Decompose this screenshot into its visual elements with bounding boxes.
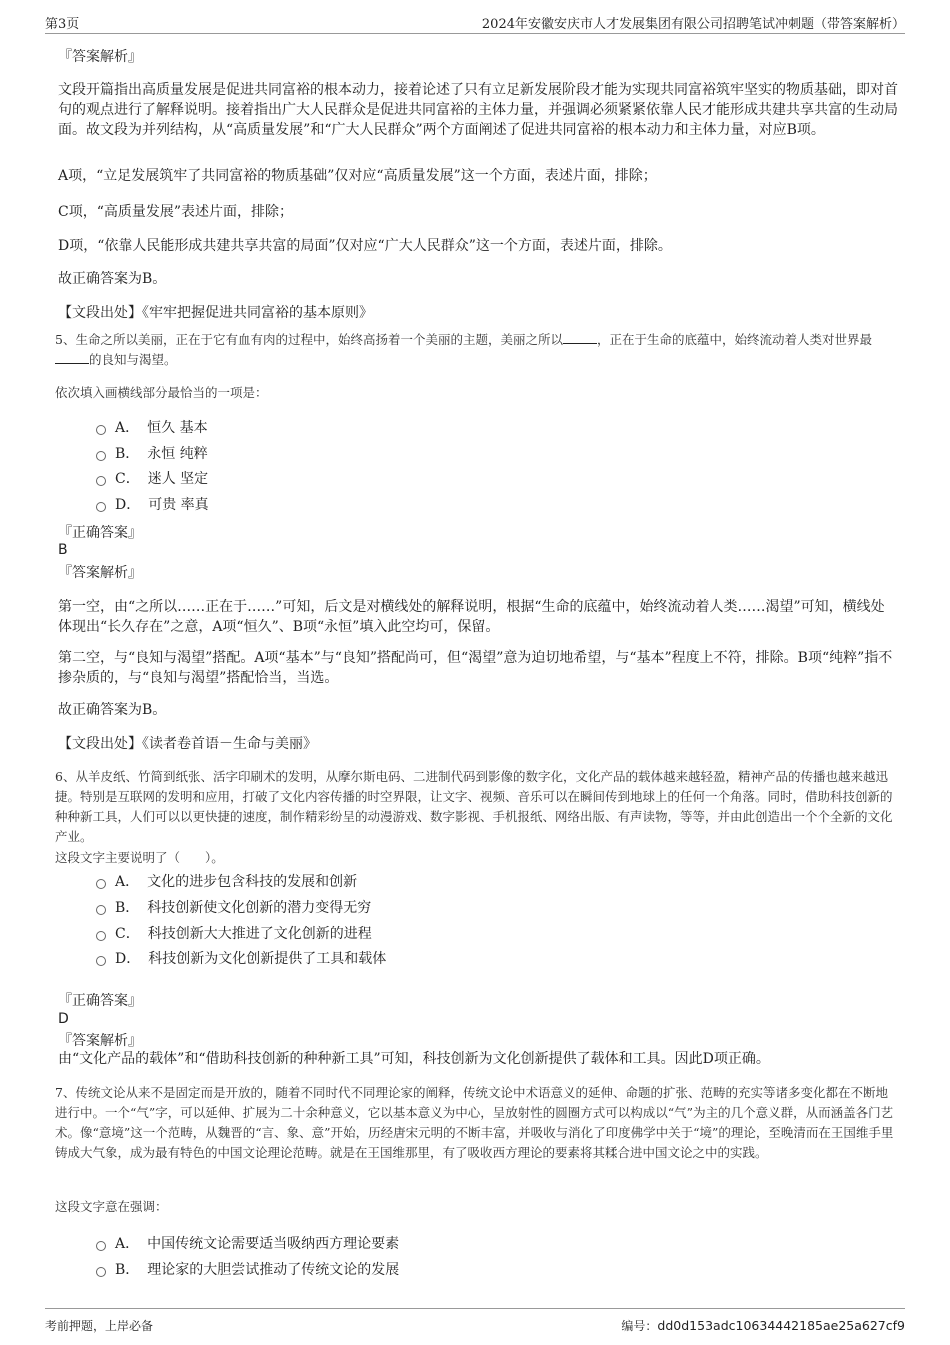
page-number: 第3页 [45,17,80,32]
analysis-tag: 『答案解析』 [58,49,142,65]
source-citation: 【文段出处】《牢牢把握促进共同富裕的基本原则》 [58,305,373,321]
analysis-option-c: C项，“高质量发展”表述片面，排除； [58,204,294,220]
correct-answer: D [58,1011,69,1027]
radio-button[interactable] [96,476,106,486]
analysis-tag: 『答案解析』 [58,565,142,581]
analysis-paragraph: 由“文化产品的载体”和“借助科技创新的种种新工具”可知，科技创新为文化创新提供了载体和工具。因此D项正确。 [58,1051,770,1067]
question-5-option-a[interactable]: A． 恒久 基本 [96,418,208,438]
analysis-tag: 『答案解析』 [58,1033,142,1049]
radio-button[interactable] [96,502,106,512]
radio-button[interactable] [96,425,106,435]
question-6-option-c[interactable]: C． 科技创新大大推进了文化创新的进程 [96,924,372,944]
document-title: 2024年安徽安庆市人才发展集团有限公司招聘笔试冲刺题（带答案解析） [481,17,905,32]
question-7-stem: 7、传统文论从来不是固定而是开放的，随着不同时代不同理论家的阐释，传统文论中术语意义的延伸、命题的扩张、范畴的充实等诸多变化都在不断地进行中。一个“气”字，可以延伸、扩展为二十余种意义，它以基本意义为中心，呈放射性的圆圈方式可以构成以“气”为主的几个意义群，从而涵盖各门艺术。像“意境”这一个范畴，从魏晋的“言、象、意”开始，历经唐宋元明的不断丰富，并吸收与消化了印度佛学中关于“境”的理论，至晚清而在王国维手里铸成大气象，成为最有特色的中国文论理论范畴。就是在王国维那里，有了吸收西方理论的要素将其糅合进中国文论之中的实践。 [55,1085,894,1160]
radio-button[interactable] [96,956,106,966]
analysis-option-d: D项，“依靠人民能形成共建共享共富的局面”仅对应“广大人民群众”这一个方面，表述片面，排除。 [58,238,672,254]
fill-blank [55,351,89,364]
analysis-conclusion: 故正确答案为B。 [58,271,167,287]
radio-button[interactable] [96,931,106,941]
question-6-prompt: 这段文字主要说明了（ ）。 [55,850,224,865]
page-header [45,10,905,34]
fill-blank [563,331,597,344]
correct-answer: B [58,542,68,558]
question-6-option-b[interactable]: B． 科技创新使文化创新的潜力变得无穷 [96,898,371,918]
question-5-stem: 5、生命之所以美丽，正在于它有血有肉的过程中，始终高扬着一个美丽的主题，美丽之所以 ，正在于生命的底蕴中，始终流动着人类对世界最的良知与渴望。 [55,332,872,367]
analysis-conclusion: 故正确答案为B。 [58,702,167,718]
question-6-option-a[interactable]: A． 文化的进步包含科技的发展和创新 [96,872,357,892]
correct-answer-tag: 『正确答案』 [58,993,142,1009]
radio-button[interactable] [96,905,106,915]
radio-button[interactable] [96,879,106,889]
question-7-option-a[interactable]: A． 中国传统文论需要适当吸纳西方理论要素 [96,1234,399,1254]
question-5-option-b[interactable]: B． 永恒 纯粹 [96,444,208,464]
question-7-option-b[interactable]: B． 理论家的大胆尝试推动了传统文论的发展 [96,1260,399,1280]
question-5-option-c[interactable]: C． 迷人 坚定 [96,469,208,489]
analysis-option-a: A项，“立足发展筑牢了共同富裕的物质基础”仅对应“高质量发展”这一个方面，表述片面，排除； [58,168,657,184]
question-6-stem: 6、从羊皮纸、竹简到纸张、活字印刷术的发明，从摩尔斯电码、二进制代码到影像的数字化，文化产品的载体越来越轻盈，精神产品的传播也越来越迅捷。特别是互联网的发明和应用，打破了文化内容传播的时空界限，让文字、视频、音乐可以在瞬间传到地球上的任何一个角落。同时，借助科技创新的种种新工具，人们可以以更快捷的速度，制作精彩纷呈的动漫游戏、数字影视、手机报纸、网络出版、有声读物，等等，并由此创造出一个个全新的文化产业。 [55,769,893,844]
correct-answer-tag: 『正确答案』 [58,525,142,541]
analysis-paragraph-2: 第二空，与“良知与渴望”搭配。A项“基本”与“良知”搭配尚可，但“渴望”意为迫切地希望，与“基本”程度上不符，排除。B项“纯粹”指不掺杂质的，与“良知与渴望”搭配恰当，当选。 [58,650,893,686]
document-id: 编号：dd0d153adc10634442185ae25a627cf9 [621,1318,905,1333]
question-5-option-d[interactable]: D． 可贵 率真 [96,495,209,515]
radio-button[interactable] [96,1267,106,1277]
radio-button[interactable] [96,451,106,461]
question-7-prompt: 这段文字意在强调： [55,1199,168,1214]
source-citation: 【文段出处】《读者卷首语－生命与美丽》 [58,736,317,752]
question-6-option-d[interactable]: D． 科技创新为文化创新提供了工具和载体 [96,949,386,969]
analysis-paragraph-1: 第一空，由“之所以……正在于……”可知，后文是对横线处的解释说明，根据“生命的底蕴中，始终流动着人类……渴望”可知，横线处体现出“长久存在”之意，A项“恒久”、B项“永恒”填入此空均可，保留。 [58,599,885,635]
footer-slogan: 考前押题，上岸必备 [45,1319,154,1333]
page-footer [45,1308,905,1338]
radio-button[interactable] [96,1241,106,1251]
question-5-prompt: 依次填入画横线部分最恰当的一项是： [55,385,268,400]
analysis-paragraph: 文段开篇指出高质量发展是促进共同富裕的根本动力，接着论述了只有立足新发展阶段才能为实现共同富裕筑牢坚实的物质基础，即对首句的观点进行了解释说明。接着指出广大人民群众是促进共同富裕的主体力量，并强调必须紧紧依靠人民才能形成共建共享共富的生动局面。故文段为并列结构，从“高质量发展”和“广大人民群众”两个方面阐述了促进共同富裕的根本动力和主体力量，对应B项。 [58,82,898,138]
